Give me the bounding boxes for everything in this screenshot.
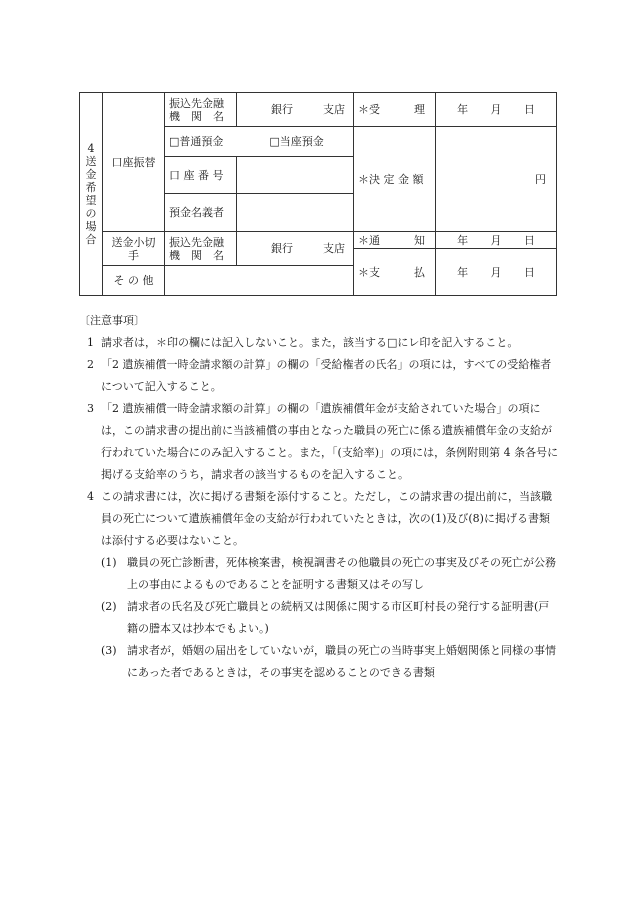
note-item: 4 この請求書には，次に掲げる書類を添付すること。ただし，この請求書の提出前に，当該職員の死亡について遺族補償年金の支給が行われていたときは，次の(1)及び(8)に掲げる書類は添付する必要はないこと。	[87, 490, 552, 547]
shiharai-label: ＊支 払	[354, 249, 436, 296]
koza-bango-label: 口 座 番 号	[165, 157, 237, 194]
note-item: 2 「2 遺族補償一時金請求額の計算」の欄の「受給権者の氏名」の項には，すべての受給権者について記入すること。	[87, 358, 552, 393]
toza-checkbox[interactable]: □当座預金	[269, 135, 324, 148]
notes-section	[79, 310, 559, 684]
section-4-header: 4 送 金 希 望 の 場 合	[80, 93, 103, 296]
note-subitem: (3) 請求者が，婚姻の届出をしていないが，職員の死亡の当時事実上婚姻関係と同様の事情にあった者であるときは，その事実を認めることのできる書類	[101, 644, 556, 679]
remittance-form-table	[79, 92, 557, 296]
note-item: 3 「2 遺族補償一時金請求額の計算」の欄の「遺族補償年金が支給されていた場合」の項には，この請求書の提出前に当該補償の事由となった職員の死亡に係る遺族補償年金の支給が行われていた場合にのみ記入すること。また，「(支給率)」の項には，条例附則第 4 条各号に掲げる支給率のうち，請求者の該当するものを記入すること。	[87, 402, 559, 481]
juri-date-field[interactable]: 年 月 日	[436, 93, 557, 127]
sonota-label: そ の 他	[103, 266, 165, 296]
koza-bango-field[interactable]	[237, 157, 354, 194]
kogitte-bank-branch-field[interactable]: 銀行 支店	[237, 232, 354, 266]
shiharai-date-field[interactable]: 年 月 日	[436, 249, 557, 296]
furikomi-kikan-label: 振込先金融 機 関 名	[165, 93, 237, 127]
meigi-field[interactable]	[237, 194, 354, 232]
meigi-label: 預金名義者	[165, 194, 237, 232]
kogitte-label: 送金小切手	[103, 232, 165, 266]
bank-branch-field[interactable]: 銀行 支店	[237, 93, 354, 127]
juri-label: ＊受 理	[354, 93, 436, 127]
kogitte-kikan-label: 振込先金融 機 関 名	[165, 232, 237, 266]
futsu-checkbox[interactable]: □普通預金	[169, 135, 224, 148]
sonota-field[interactable]	[165, 266, 354, 296]
note-subitem: (2) 請求者の氏名及び死亡職員との続柄又は関係に関する市区町村長の発行する証明書(戸籍の謄本又は抄本でもよい。)	[101, 600, 550, 635]
tsuchi-date-field[interactable]: 年 月 日	[436, 232, 557, 249]
account-type-checkboxes[interactable]	[165, 127, 354, 157]
note-subitem: (1) 職員の死亡診断書，死体検案書，検視調書その他職員の死亡の事実及びその死亡が公務上の事由によるものであることを証明する書類又はその写し	[101, 556, 556, 591]
kettei-amount-field[interactable]: 円	[436, 127, 557, 232]
tsuchi-label: ＊通 知	[354, 232, 436, 249]
kettei-label: ＊決 定 金 額	[354, 127, 436, 232]
notes-heading: 〔注意事項〕	[79, 314, 145, 327]
koza-furikae-label: 口座振替	[103, 93, 165, 232]
note-item: 1 請求者は，＊印の欄には記入しないこと。また，該当する□にレ印を記入すること。	[87, 336, 519, 349]
